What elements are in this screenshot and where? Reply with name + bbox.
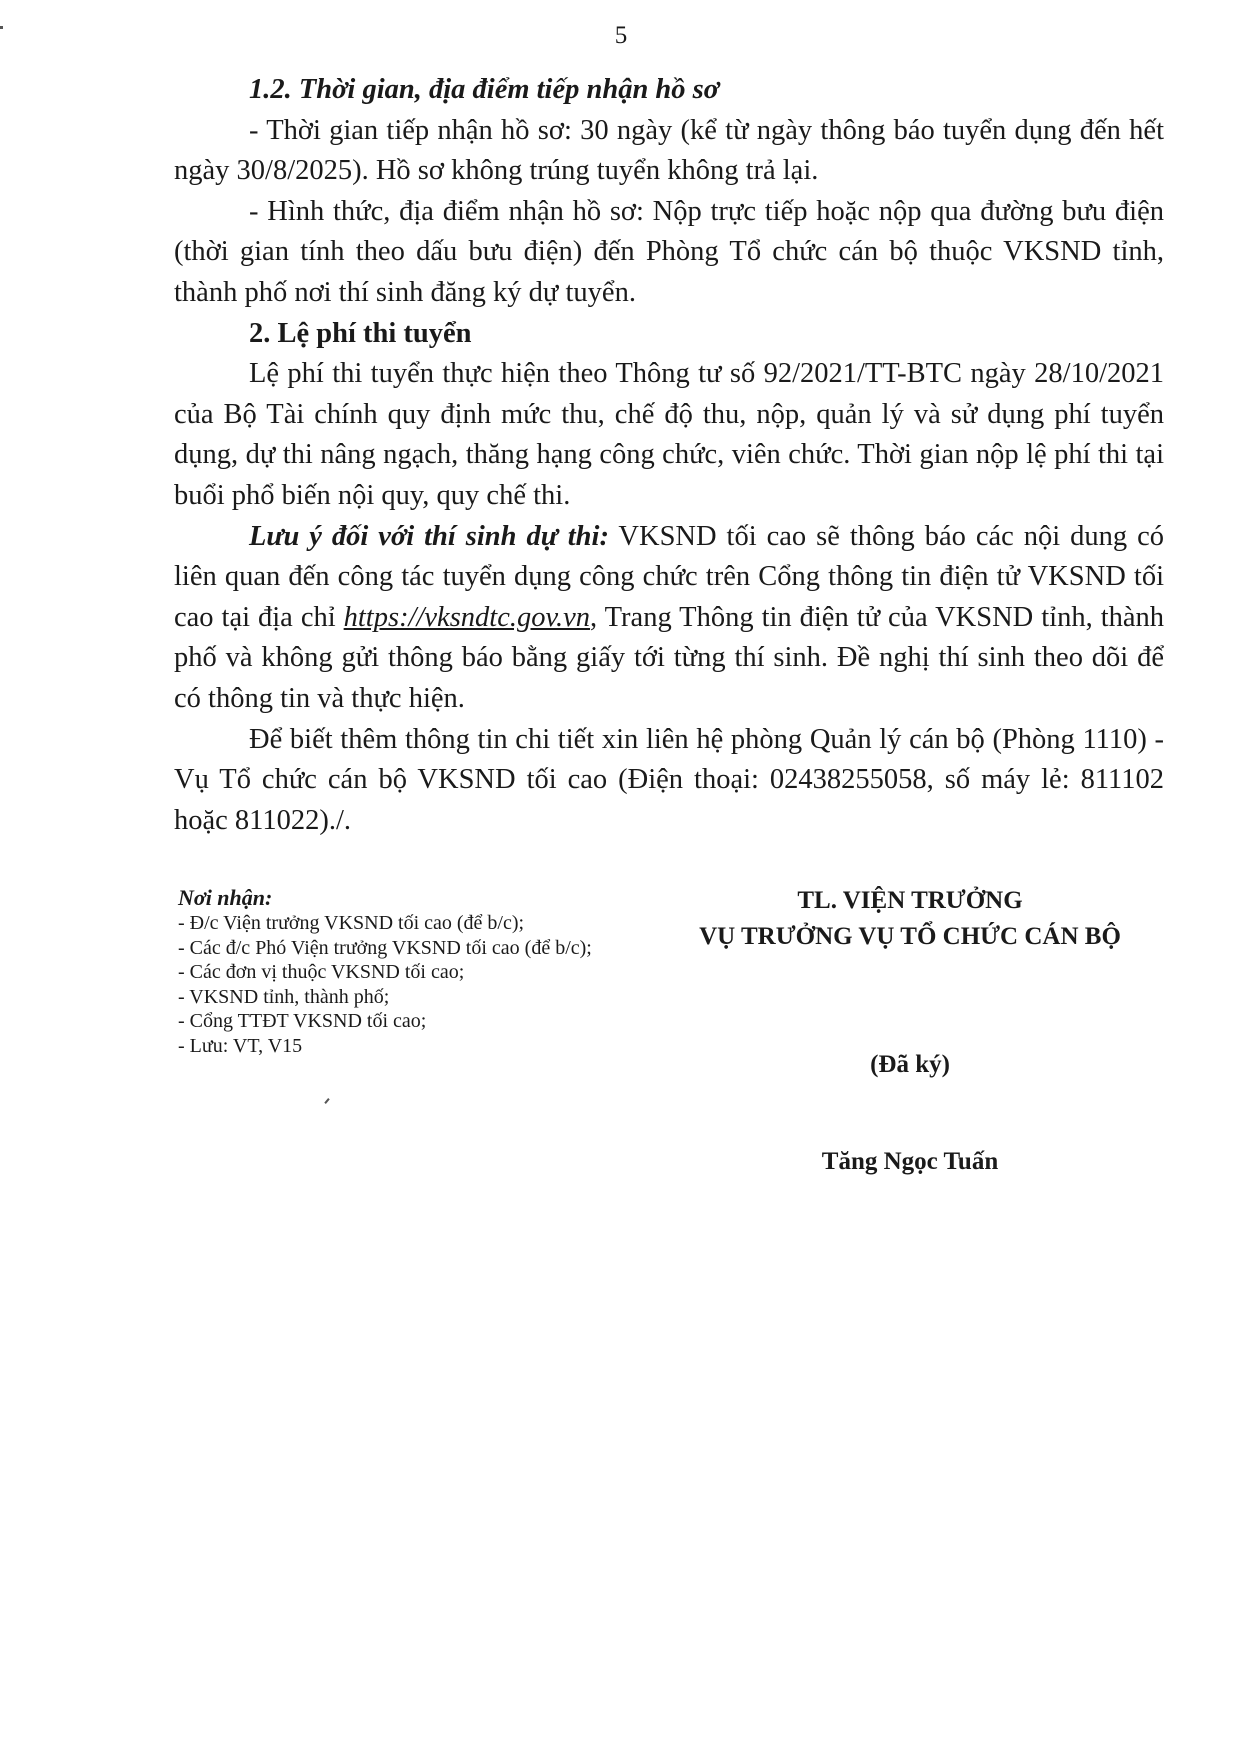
- recipient-item: - VKSND tỉnh, thành phố;: [178, 985, 390, 1008]
- submission-time-paragraph: - Thời gian tiếp nhận hồ sơ: 30 ngày (kể từ ngày thông báo tuyển dụng đến hết ngày 30/8/2025). Hồ sơ không trúng tuyển không trả lại.: [174, 114, 1164, 187]
- section-2-heading: 2. Lệ phí thi tuyển: [249, 317, 472, 349]
- recipient-item: - Cổng TTĐT VKSND tối cao;: [178, 1010, 427, 1032]
- submission-method-paragraph: - Hình thức, địa điểm nhận hồ sơ: Nộp trực tiếp hoặc nộp qua đường bưu điện (thời gian tính theo dấu bưu điện) đến Phòng Tổ chức cán bộ thuộc VKSND tỉnh, thành phố nơi thí sinh đăng ký dự tuyển.: [174, 195, 1164, 308]
- recipients-title: Nơi nhận:: [178, 885, 273, 910]
- recipients-list: [178, 911, 648, 1058]
- contact-paragraph: Để biết thêm thông tin chi tiết xin liên hệ phòng Quản lý cán bộ (Phòng 1110) - Vụ Tổ chức cán bộ VKSND tối cao (Điện thoại: 02438255058, số máy lẻ: 811102 hoặc 811022)./.: [174, 723, 1164, 836]
- signed-status: (Đã ký): [870, 1051, 950, 1078]
- note-lead: Lưu ý đối với thí sinh dự thi:: [249, 520, 609, 552]
- recipient-item: - Các đơn vị thuộc VKSND tối cao;: [178, 961, 465, 983]
- document-body: [174, 70, 1164, 841]
- note-text-before-link: VKSND tối cao sẽ thông báo các nội dung có liên quan đến công tác tuyển dụng công chức trên Cổng thông tin điện tử VKSND tối cao tại địa chỉ: [174, 520, 1165, 633]
- recipient-item: - Lưu: VT, V15: [178, 1034, 303, 1057]
- recipients-block: [178, 885, 648, 1058]
- note-text-after-link: , Trang Thông tin điện tử của VKSND tỉnh, thành phố và không gửi thông báo bằng giấy tới từng thí sinh. Đề nghị thí sinh theo dõi để có thông tin và thực hiện.: [174, 601, 1165, 714]
- signer-name: Tăng Ngọc Tuấn: [821, 1148, 999, 1175]
- recipient-item: - Các đ/c Phó Viện trưởng VKSND tối cao (để b/c);: [178, 936, 592, 959]
- pen-mark: [324, 1098, 329, 1104]
- note-paragraph: [174, 517, 1164, 720]
- recipient-item: - Đ/c Viện trưởng VKSND tối cao (để b/c);: [178, 912, 525, 934]
- signature-title-line-1: TL. VIỆN TRƯỞNG: [797, 887, 1023, 914]
- website-link[interactable]: https://vksndtc.gov.vn: [343, 601, 591, 633]
- signature-block: [650, 883, 1170, 1175]
- page-number: 5: [614, 22, 628, 49]
- section-1-2-heading: 1.2. Thời gian, địa điểm tiếp nhận hồ sơ: [249, 74, 720, 105]
- exam-fee-paragraph: Lệ phí thi tuyển thực hiện theo Thông tư số 92/2021/TT-BTC ngày 28/10/2021 của Bộ Tài chính quy định mức thu, chế độ thu, nộp, quản lý và sử dụng phí tuyển dụng, dự thi nâng ngạch, thăng hạng công chức, viên chức. Thời gian nộp lệ phí thi tại buổi phổ biến nội quy, quy chế thi.: [174, 358, 1164, 511]
- signature-title-line-2: VỤ TRƯỞNG VỤ TỔ CHỨC CÁN BỘ: [699, 923, 1121, 950]
